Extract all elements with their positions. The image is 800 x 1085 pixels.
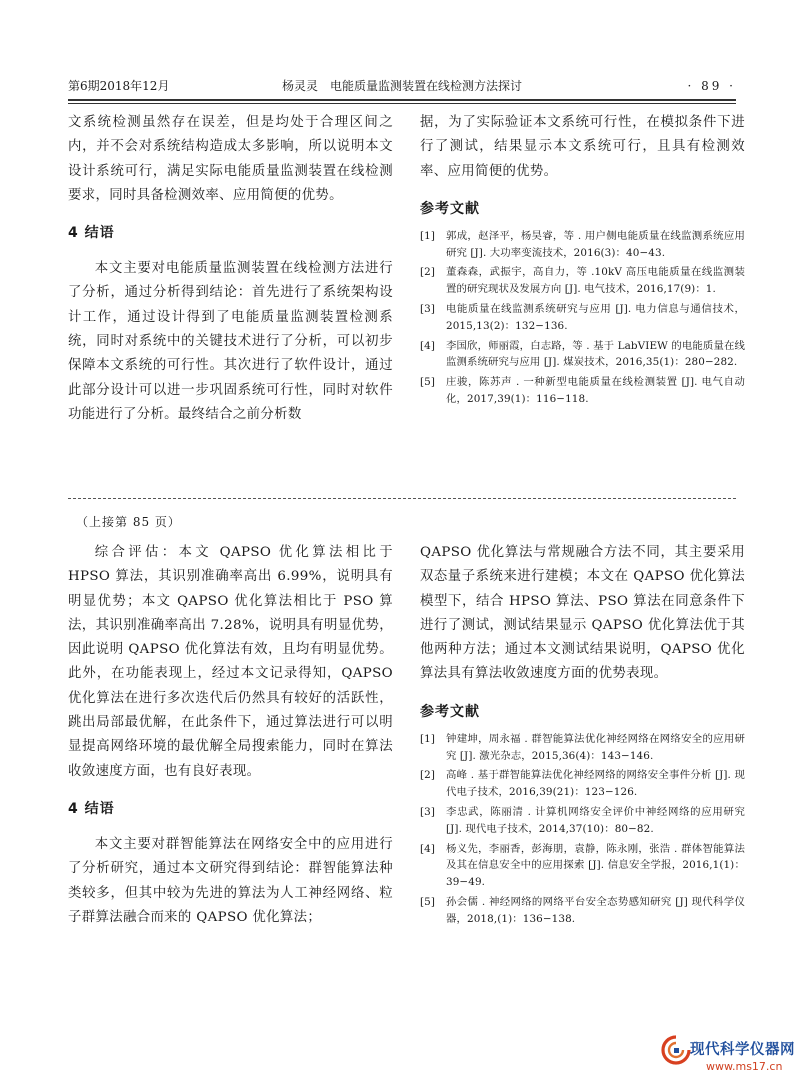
site-logo-icon (660, 1034, 692, 1066)
reference-item: [3] 电能质量在线监测系统研究与应用 [J]. 电力信息与通信技术，2015,13(2)：132−136. (420, 303, 745, 332)
references-list (420, 228, 745, 408)
body-paragraph: 综合评估：本文 QAPSO 优化算法相比于 HPSO 算法，其识别准确率高出 6.99%，说明具有明显优势；本文 QAPSO 优化算法相比于 PSO 算法，其识别准确率高出 7.28%，说明具有明显优势，因此说明 QAPSO 优化算法有效，且均有明显优势。此外，在功能表现上，经过本文记录得知，QAPSO 优化算法在进行多次迭代后仍然具有较好的活跃性，跳出局部最优解，在此条件下，通过算法进行可以明显提高网络环境的最优解全局搜索能力，同时在算法收敛速度方面，也有良好表现。 (68, 545, 393, 779)
references-heading: 参考文献 (420, 703, 480, 720)
reference-item: [5] 庄骏，陈苏声 . 一种新型电能质量在线检测装置 [J]. 电气自动化，2017,39(1)：116−118. (420, 376, 745, 406)
section-heading-conclusion: 4 结语 (68, 800, 115, 817)
article-running-title: 杨灵灵 电能质量监测装置在线检测方法探讨 (281, 79, 522, 93)
page-number: · 89 · (687, 79, 736, 93)
references-heading: 参考文献 (420, 200, 480, 217)
watermark-site-url: www.ms17.cn (706, 1060, 783, 1073)
running-header (68, 76, 736, 96)
reference-item: [4] 杨义先，李丽香，彭海朋，袁静，陈永刚，张浩 . 群体智能算法及其在信息安全中的应用探索 [J]. 信息安全学报，2016,1(1)：39−49. (420, 842, 745, 889)
reference-item: [2] 董森森，武振宇，高自力，等 .10kV 高压电能质量在线监测装置的研究现状及发展方向 [J]. 电气技术，2016,17(9)：1. (420, 266, 745, 296)
reference-item: [5] 孙会儒 . 神经网络的网络平台安全态势感知研究 [J] 现代科学仪器，2018,(1)：136−138. (420, 895, 745, 925)
header-rule-thick (68, 99, 736, 101)
body-paragraph: 文系统检测虽然存在误差，但是均处于合理区间之内，并不会对系统结构造成太多影响，所以说明本文设计系统可行，满足实际电能质量监测装置在线检测要求，同时具备检测效率、应用简便的优势。 (68, 115, 393, 203)
top-right-column (420, 111, 745, 411)
top-left-column (68, 111, 393, 427)
reference-item: [2] 高峰 . 基于群智能算法优化神经网络的网络安全事件分析 [J]. 现代电子技术，2016,39(21)：123−126. (420, 769, 745, 799)
bottom-right-column (420, 541, 745, 931)
watermark-site-name: 现代科学仪器网 (690, 1042, 795, 1058)
reference-item: [1] 钟建坤，周永福 . 群智能算法优化神经网络在网络安全的应用研究 [J]. 激光杂志，2015,36(4)：143−146. (420, 732, 745, 762)
header-rule-thin (68, 103, 736, 104)
bottom-left-column (68, 541, 393, 930)
continued-from-note: （上接第 85 页） (76, 515, 181, 529)
references-list (420, 731, 745, 928)
site-watermark (660, 1034, 795, 1078)
section-heading-conclusion: 4 结语 (68, 225, 115, 242)
reference-item: [1] 郭成，赵泽平，杨昊睿，等 . 用户侧电能质量在线监测系统应用研究 [J]. 大功率变流技术，2016(3)：40−43. (420, 229, 745, 259)
body-paragraph: 本文主要对电能质量监测装置在线检测方法进行了分析，通过分析得到结论：首先进行了系统架构设计工作，通过设计得到了电能质量监测装置检测系统，同时对系统中的关键技术进行了分析，可以初步保障本文系统的可行性。其次进行了软件设计，通过此部分设计可以进一步巩固系统可行性，同时对软件功能进行了分析。最终结合之前分析数 (68, 261, 393, 422)
body-paragraph: QAPSO 优化算法与常规融合方法不同，其主要采用双态量子系统来进行建模；本文在 QAPSO 优化算法模型下，结合 HPSO 算法、PSO 算法在同意条件下进行了测试，测试结果显示 QAPSO 优化算法优于其他两种方法；通过本文测试结果说明，QAPSO 优化算法具有算法收敛速度方面的优势表现。 (420, 545, 745, 682)
reference-item: [3] 李忠武，陈丽清 . 计算机网络安全评价中神经网络的应用研究 [J]. 现代电子技术，2014,37(10)：80−82. (420, 805, 745, 835)
article-divider (68, 498, 736, 499)
journal-issue: 第6期2018年12月 (68, 79, 170, 93)
body-paragraph: 据，为了实际验证本文系统可行性，在模拟条件下进行了测试，结果显示本文系统可行，且具有检测效率、应用简便的优势。 (420, 115, 745, 179)
body-paragraph: 本文主要对群智能算法在网络安全中的应用进行了分析研究，通过本文研究得到结论：群智能算法种类较多，但其中较为先进的算法为人工神经网络、粒子群算法融合而来的 QAPSO 优化算法； (68, 836, 393, 925)
reference-item: [4] 李国欣，师丽霞，白志路，等 . 基于 LabVIEW 的电能质量在线监测系统研究与应用 [J]. 煤炭技术，2016,35(1)：280−282. (420, 339, 745, 369)
